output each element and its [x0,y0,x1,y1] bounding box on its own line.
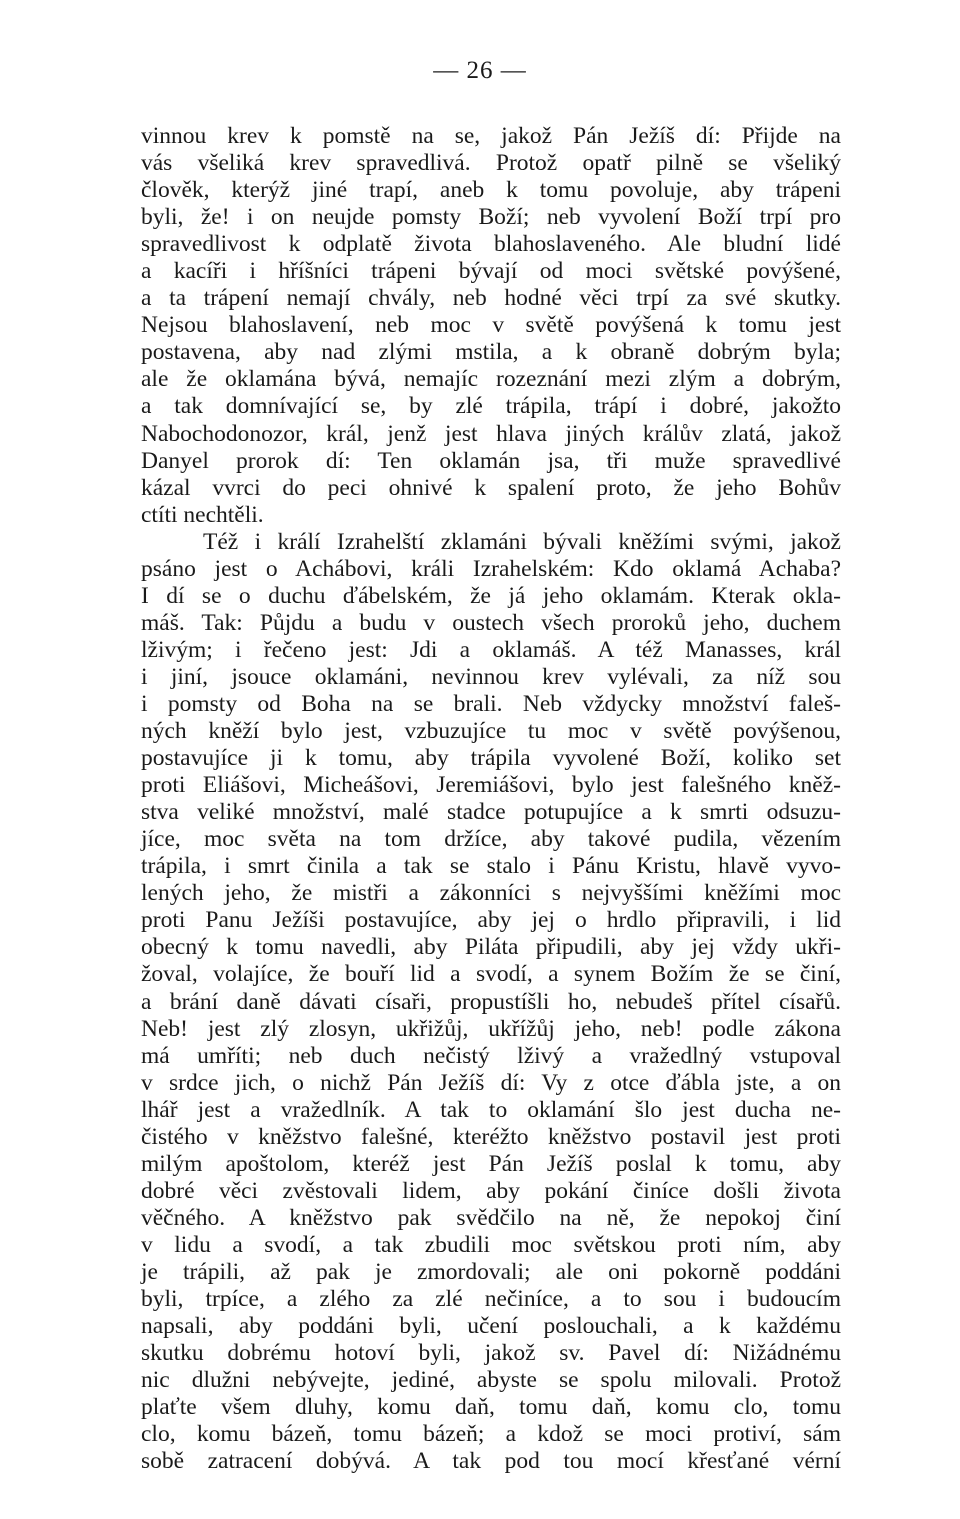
text-line: stva veliké množství, malé stadce potupujíce a k smrti odsuzu- [141,799,841,826]
text-line: kázal vvrci do peci ohnivé k spalení proto, že jeho Bohův [141,474,841,501]
text-line: a ta trápení nemají chvály, neb hodné věci trpí za své skutky. [141,285,841,312]
text-line: a tak domnívající se, by zlé trápila, trápí i dobré, jakožto [141,393,841,420]
text-line: nic dlužni nebývejte, jediné, abyste se spolu milovali. Protož [141,1367,841,1394]
text-line: v srdce jich, o nichž Pán Ježíš dí: Vy z otce ďábla jste, a on [141,1069,841,1096]
text-line: milým apoštolom, kteréž jest Pán Ježíš poslal k tomu, aby [141,1150,841,1177]
text-line: lživým; i řečeno jest: Jdi a oklamáš. A též Manasses, král [141,636,841,663]
text-line: Neb! jest zlý zlosyn, ukřižůj, ukřížůj jeho, neb! podle zákona [141,1015,841,1042]
text-line: Nabochodonozor, král, jenž jest hlava jiných králův zlatá, jakož [141,420,841,447]
text-line: má umříti; neb duch nečistý lživý a vražedlný vstupoval [141,1042,841,1069]
text-line: plaťte všem dluhy, komu daň, tomu daň, komu clo, tomu [141,1394,841,1421]
text-line: lených jeho, že mistři a zákonníci s nejvyššími kněžími moc [141,880,841,907]
text-line: vás všeliká krev spravedlivá. Protož opatř pilně se všeliký [141,150,841,177]
text-line: Danyel prorok dí: Ten oklamán jsa, tři muže spravedlivé [141,447,841,474]
text-line: věčného. A kněžstvo pak svědčilo na ně, že nepokoj činí [141,1204,841,1231]
text-line: ale že oklamána bývá, nemajíc rozeznání mezi zlým a dobrým, [141,366,841,393]
text-line: žoval, volajíce, že bouří lid a svodí, a synem Božím že se činí, [141,961,841,988]
text-line: ctíti nechtěli. [141,501,264,528]
text-line: v lidu a svodí, a tak zbudili moc světskou proti ním, aby [141,1231,841,1258]
text-line: a kacíři i hříšníci trápeni bývají od moci světské povýšené, [141,258,841,285]
text-line: clo, komu bázeň, tomu bázeň; a kdož se moci protiví, sám [141,1421,841,1448]
text-line: psáno jest o Achábovi, králi Izrahelském: Kdo oklamá Achaba? [141,555,841,582]
text-line: Nejsou blahoslavení, neb moc v světě povýšená k tomu jest [141,312,841,339]
text-line: vinnou krev k pomstě na se, jakož Pán Ježíš dí: Přijde na [141,123,841,149]
text-line: čistého v kněžstvo falešné, kteréžto kněžstvo postavil jest proti [141,1123,841,1150]
page-number: — 26 — [433,57,527,84]
text-line: I dí se o duchu ďábelském, že já jeho oklamám. Kterak okla- [141,582,841,609]
text-line: obecný k tomu navedli, aby Piláta připudili, aby jej vždy ukři- [141,934,841,961]
text-line: ných kněží bylo jest, vzbuzujíce tu moc v světě povýšenou, [141,718,841,745]
text-line: proti Panu Ježíši postavujíce, aby jej o hrdlo připravili, i lid [141,907,841,934]
text-line: postavujíce ji k tomu, aby trápila vyvolené Boží, koliko set [141,745,841,772]
text-line: dobré věci zvěstovali lidem, aby pokání činíce došli života [141,1177,841,1204]
text-line: je trápili, až pak je zmordovali; ale oni pokorně poddáni [141,1258,841,1285]
text-line: a brání daně dávati císaři, propustíšli ho, nebudeš přítel císařů. [141,988,841,1015]
text-line: sobě zatracení dobývá. A tak pod tou mocí křesťané vérní [141,1448,841,1475]
text-line: trápila, i smrt činila a tak se stalo i Pánu Kristu, hlavě vyvo- [141,853,841,880]
text-line: byli, že! i on neujde pomsty Boží; neb vyvolení Boží trpí pro [141,204,841,231]
text-line: skutku dobrému hotoví byli, jakož sv. Pavel dí: Nižádnému [141,1340,841,1367]
body-text [141,123,841,1475]
text-line: Též i králí Izrahelští zklamáni bývali kněžími svými, jakož [203,528,841,555]
text-line: člověk, kterýž jiné trapí, aneb k tomu povoluje, aby trápeni [141,177,841,204]
text-line: napsali, aby poddáni byli, učení poslouchali, a k každému [141,1313,841,1340]
text-line: i jiní, jsouce oklamáni, nevinnou krev vylévali, za níž sou [141,663,841,690]
text-line: spravedlivost k odplatě života blahoslaveného. Ale bludní lidé [141,231,841,258]
text-line: máš. Tak: Půjdu a budu v oustech všech proroků jeho, duchem [141,609,841,636]
text-line: byli, trpíce, a zlého za zlé nečiníce, a to sou i budoucím [141,1286,841,1313]
text-line: postavena, aby nad zlými mstila, a k obraně dobrým byla; [141,339,841,366]
text-line: lhář jest a vražedlník. A tak to oklamání šlo jest ducha ne- [141,1096,841,1123]
text-line: jíce, moc světa na tom držíce, aby takové pudila, vězením [141,826,841,853]
text-line: i pomsty od Boha na se brali. Neb vždycky množství faleš- [141,690,841,717]
text-line: proti Eliášovi, Micheášovi, Jeremiášovi, bylo jest falešného kněž- [141,772,841,799]
